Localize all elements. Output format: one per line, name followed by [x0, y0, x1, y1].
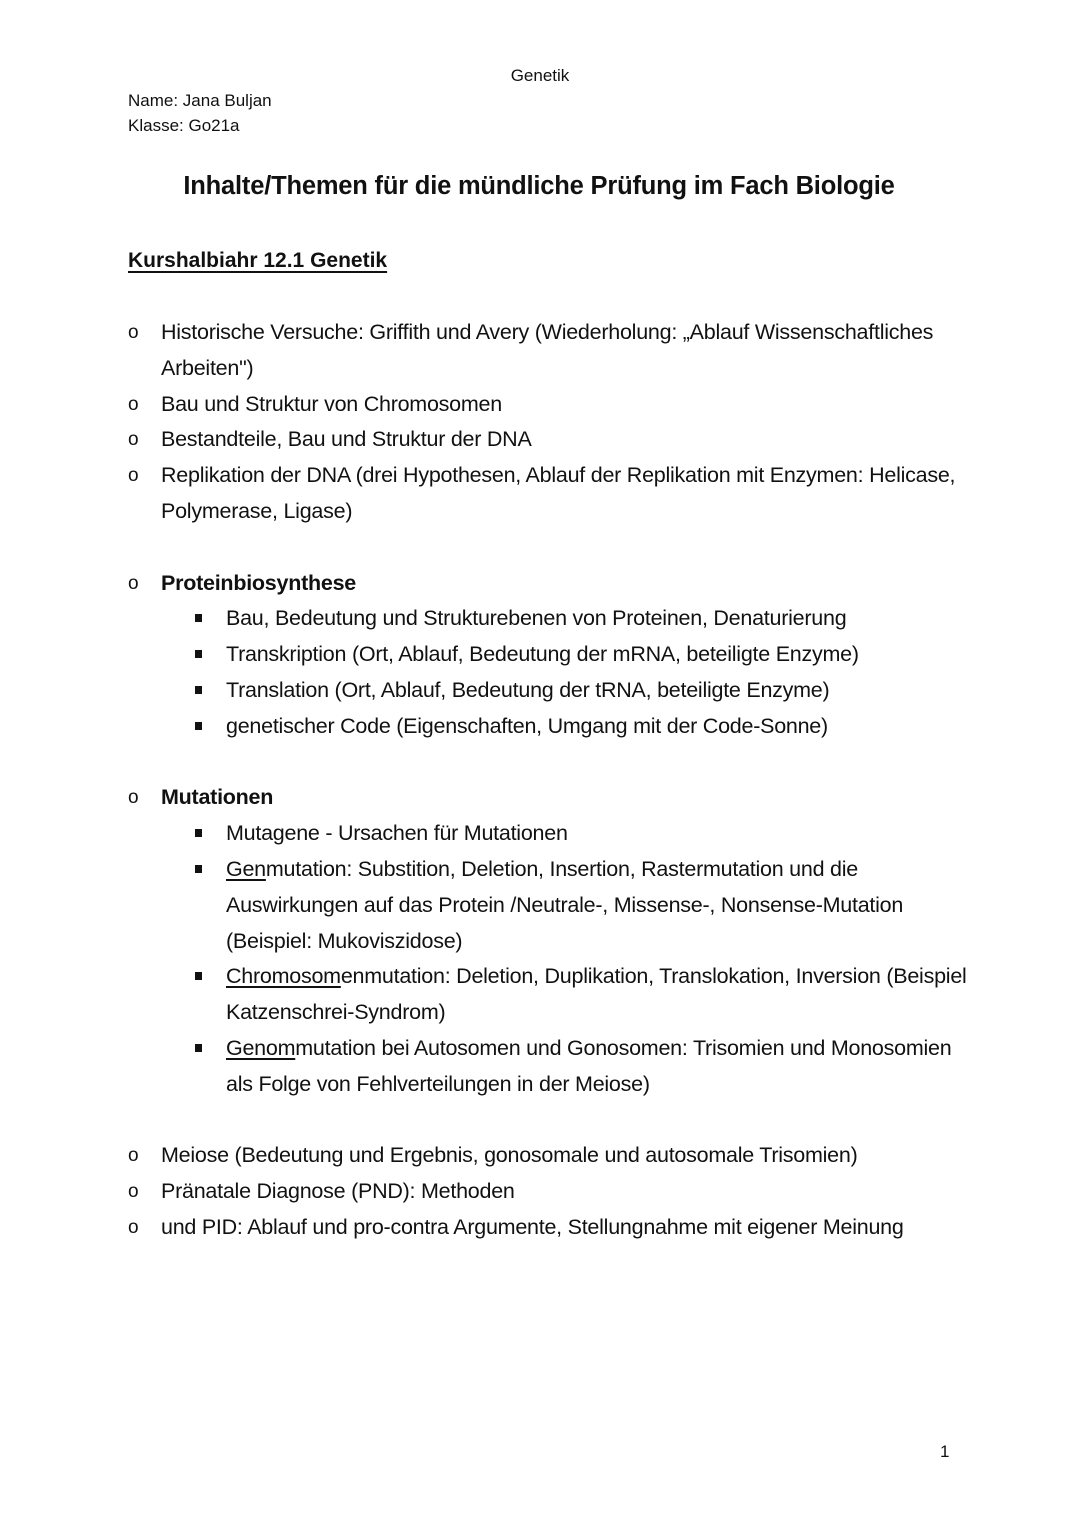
list-item-heading: Mutationen	[161, 785, 274, 810]
circle-bullet-icon: o	[128, 1216, 139, 1238]
square-bullet-icon	[195, 650, 202, 658]
spacer	[128, 530, 968, 566]
list-item-pid	[128, 1210, 968, 1246]
square-bullet-icon	[195, 1044, 202, 1052]
sublist-item-text: Translation (Ort, Ablauf, Bedeutung der tRNA, beteiligte Enzyme)	[226, 677, 830, 702]
circle-bullet-icon: o	[128, 1181, 139, 1203]
square-bullet-icon	[195, 829, 202, 837]
list-item-text: Meiose (Bedeutung und Ergebnis, gonosomale und autosomale Trisomien)	[161, 1143, 858, 1168]
list-item-meiose	[128, 1138, 968, 1174]
section-heading: Kurshalbiahr 12.1 Genetik	[128, 249, 388, 272]
circle-bullet-icon: o	[128, 1145, 139, 1167]
circle-bullet-icon: o	[128, 787, 139, 809]
spacer	[128, 1103, 968, 1139]
square-bullet-icon	[195, 972, 202, 980]
circle-bullet-icon: o	[128, 572, 139, 594]
sublist-item-text: Bau, Bedeutung und Strukturebenen von Proteinen, Denaturierung	[226, 606, 847, 631]
square-bullet-icon	[195, 686, 202, 694]
list-item-historische-versuche	[128, 315, 968, 387]
underlined-term: Chromosom	[226, 964, 341, 989]
list-item-replikation	[128, 458, 968, 530]
spacer	[128, 745, 968, 781]
list-item-text: Historische Versuche: Griffith und Avery (Wiederholung: „Ablauf Wissenschaftliches Arbeiten")	[161, 320, 934, 380]
underlined-term: Gen	[226, 856, 266, 881]
page-header: Genetik	[510, 66, 570, 85]
sublist-item-genmutation	[128, 852, 968, 959]
list-item-text: Bestandteile, Bau und Struktur der DNA	[161, 427, 532, 452]
list-item-text: Pränatale Diagnose (PND): Methoden	[161, 1179, 515, 1204]
square-bullet-icon	[195, 722, 202, 730]
sublist-item	[128, 601, 968, 637]
proteinbiosynthese-sublist	[128, 601, 968, 744]
student-class: Klasse: Go21a	[128, 115, 240, 135]
sublist-item-text: genetischer Code (Eigenschaften, Umgang mit der Code-Sonne)	[226, 713, 828, 738]
list-item-text: Bau und Struktur von Chromosomen	[161, 391, 502, 416]
list-item-pnd	[128, 1174, 968, 1210]
student-info	[128, 89, 272, 138]
list-item-text: und PID: Ablauf und pro-contra Argumente, Stellungnahme mit eigener Meinung	[161, 1214, 904, 1239]
list-item-heading: Proteinbiosynthese	[161, 570, 357, 595]
sublist-item-text: mutation bei Autosomen und Gonosomen: Trisomien und Monosomien als Folge von Fehlverteilungen in der Meiose)	[226, 1035, 952, 1096]
sublist-item-chromosomenmutation	[128, 959, 968, 1031]
sublist-item	[128, 673, 968, 709]
square-bullet-icon	[195, 865, 202, 873]
circle-bullet-icon: o	[128, 465, 139, 487]
circle-bullet-icon: o	[128, 393, 139, 415]
sublist-item-genommutation	[128, 1031, 968, 1103]
student-name: Name: Jana Buljan	[128, 91, 272, 110]
mutationen-sublist	[128, 816, 968, 1102]
sublist-item-mutagene	[128, 816, 968, 852]
circle-bullet-icon: o	[128, 429, 139, 451]
list-item-text: Replikation der DNA (drei Hypothesen, Ablauf der Replikation mit Enzymen: Helicase, Polymerase, Ligase)	[161, 463, 956, 523]
sublist-item	[128, 637, 968, 673]
page-number: 1	[940, 1442, 950, 1461]
circle-bullet-icon: o	[128, 322, 139, 343]
sublist-item-text: enmutation: Deletion, Duplikation, Translokation, Inversion (Beispiel Katzenschrei-Syndrom)	[226, 964, 967, 1025]
list-item-mutationen	[128, 780, 968, 816]
list-item-proteinbiosynthese	[128, 566, 968, 602]
square-bullet-icon	[195, 614, 202, 622]
sublist-item-text: mutation: Substition, Deletion, Insertion, Rastermutation und die Auswirkungen auf das Protein /Neutrale-, Missense-, Nonsense-Mutation (Beispiel: Mukoviszidose)	[226, 856, 904, 953]
topic-list	[128, 315, 968, 1246]
underlined-term: Genom	[226, 1035, 296, 1060]
list-item-dna	[128, 422, 968, 458]
sublist-item	[128, 709, 968, 745]
document-title: Inhalte/Themen für die mündliche Prüfung im Fach Biologie	[183, 172, 895, 200]
list-item-chromosomen	[128, 387, 968, 423]
sublist-item-text: Transkription (Ort, Ablauf, Bedeutung der mRNA, beteiligte Enzyme)	[226, 642, 859, 667]
sublist-item-text: Mutagene - Ursachen für Mutationen	[226, 821, 568, 846]
